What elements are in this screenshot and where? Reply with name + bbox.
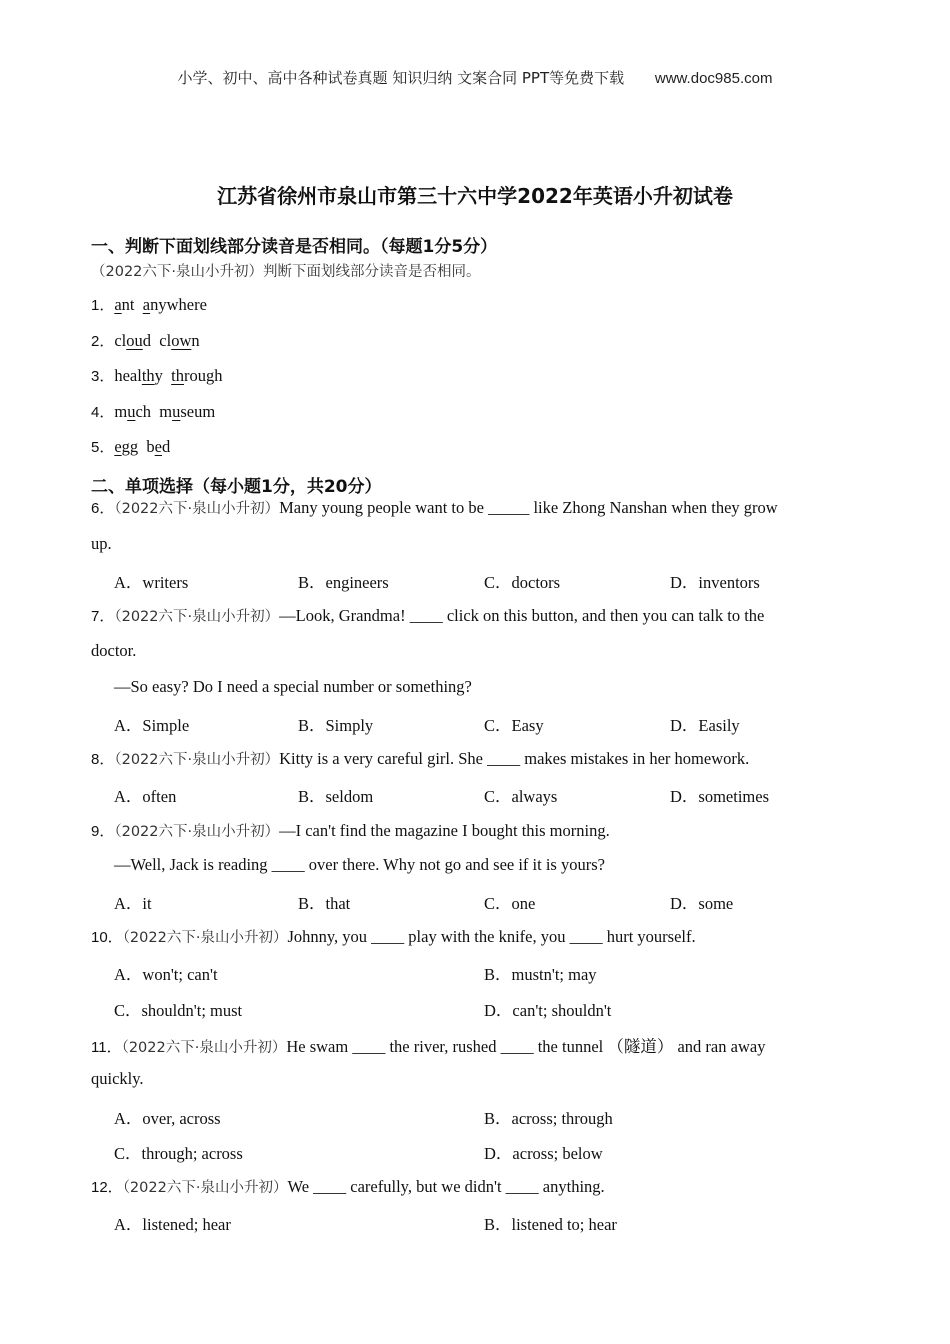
q6-option-d: D．inventors [670,573,760,592]
header-text: 小学、初中、高中各种试卷真题 知识归纳 文案合同 PPT等免费下载 [177,69,625,87]
q9-option-b: B．that [298,894,351,913]
q11-option-b: B．across; through [484,1109,613,1128]
q12-option-b: B．listened to; hear [484,1215,617,1234]
q7-option-b: B．Simply [298,716,374,735]
q8-option-d: D．sometimes [670,787,769,806]
pronunciation-item-2: 2．cloud clown [91,331,200,350]
section1-heading: 一、判断下面划线部分读音是否相同。（每题1分5分） [91,237,498,257]
page-header [0,67,950,88]
q10-option-d: D．can't; shouldn't [484,1001,612,1020]
q7-option-a: A．Simple [114,716,190,735]
q12-option-a: A．listened; hear [114,1215,231,1234]
q6-option-c: C．doctors [484,573,561,592]
q9-option-a: A．it [114,894,152,913]
pronunciation-item-3: 3．healthy through [91,366,223,385]
q11-option-c: C．through; across [114,1144,243,1163]
q8-option-b: B．seldom [298,787,374,806]
question-10: 10．（2022六下·泉山小升初）Johnny, you ____ play with the knife, you ____ hurt yourself. [91,927,696,946]
q6-option-a: A．writers [114,573,189,592]
question-9-reply: —Well, Jack is reading ____ over there. Why not go and see if it is yours? [114,855,605,874]
pronunciation-item-5: 5．egg bed [91,437,171,456]
question-12: 12．（2022六下·泉山小升初）We ____ carefully, but we didn't ____ anything. [91,1177,605,1196]
q9-option-c: C．one [484,894,536,913]
q8-option-a: A．often [114,787,177,806]
question-11: 11．（2022六下·泉山小升初）He swam ____ the river, rushed ____ the tunnel （隧道） and ran away [91,1037,766,1056]
section1-source: （2022六下·泉山小升初）判断下面划线部分读音是否相同。 [91,264,481,280]
question-11-cont: quickly. [91,1069,144,1088]
question-7-reply: —So easy? Do I need a special number or something? [114,677,472,696]
section2-heading: 二、单项选择（每小题1分，共20分） [91,477,382,497]
pronunciation-item-4: 4．much museum [91,402,216,421]
q10-option-c: C．shouldn't; must [114,1001,243,1020]
q7-option-c: C．Easy [484,716,544,735]
q9-option-d: D．some [670,894,734,913]
question-6-cont: up. [91,534,112,553]
question-9: 9．（2022六下·泉山小升初）—I can't find the magazine I bought this morning. [91,821,610,840]
pronunciation-item-1: 1．ant anywhere [91,295,207,314]
question-8: 8．（2022六下·泉山小升初）Kitty is a very careful girl. She ____ makes mistakes in her homework. [91,749,750,768]
header-site: www.doc985.com [654,70,773,87]
question-7-cont: doctor. [91,641,137,660]
q6-option-b: B．engineers [298,573,389,592]
q11-option-d: D．across; below [484,1144,603,1163]
q7-option-d: D．Easily [670,716,740,735]
q8-option-c: C．always [484,787,558,806]
q10-option-b: B．mustn't; may [484,965,597,984]
question-7: 7．（2022六下·泉山小升初）—Look, Grandma! ____ click on this button, and then you can talk to the [91,606,765,625]
q10-option-a: A．won't; can't [114,965,218,984]
question-6: 6．（2022六下·泉山小升初）Many young people want to be _____ like Zhong Nanshan when they grow [91,498,778,517]
q11-option-a: A．over, across [114,1109,221,1128]
exam-title: 江苏省徐州市泉山市第三十六中学2022年英语小升初试卷 [217,184,733,208]
